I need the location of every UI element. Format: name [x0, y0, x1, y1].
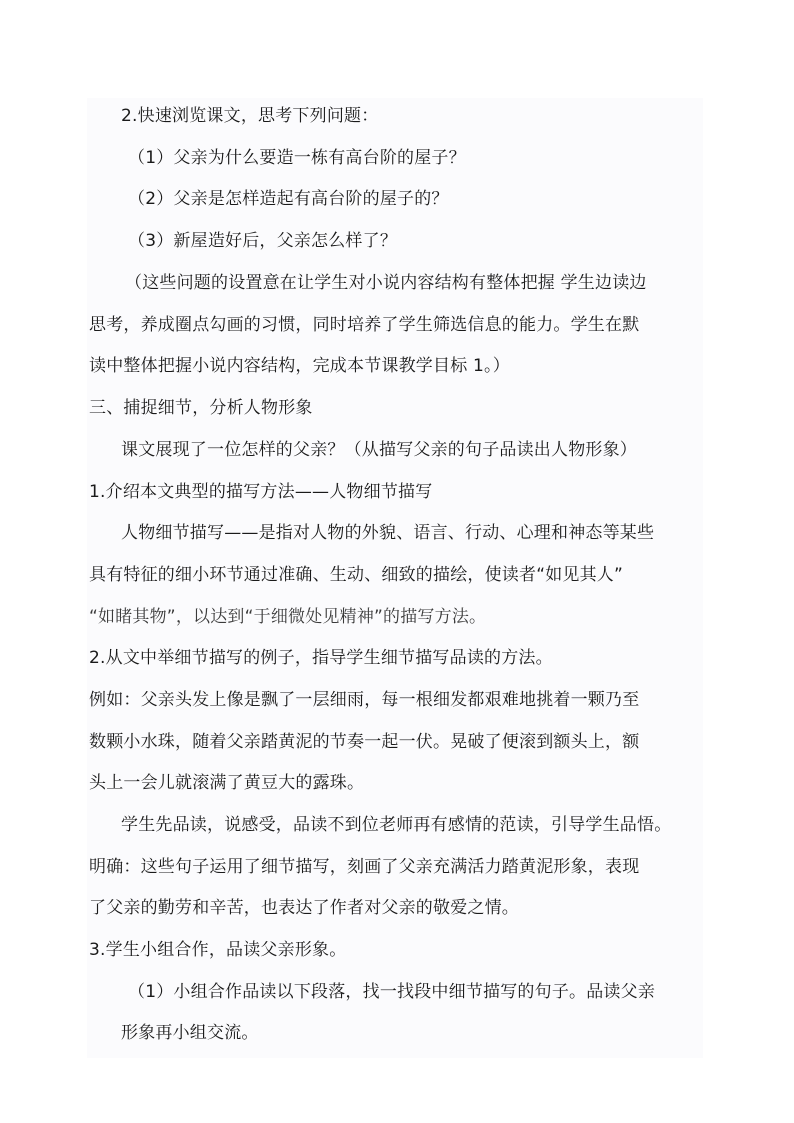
example-intro-line: 2.从文中举细节描写的例子，指导学生细节描写品读的方法。: [89, 648, 553, 668]
group-work-line-2: 形象再小组交流。: [121, 1023, 259, 1043]
clarification-line-1: 明确：这些句子运用了细节描写，刻画了父亲充满活力踏黄泥形象，表现: [89, 857, 640, 877]
definition-line-3: “如睹其物”，以达到“于细微处见精神”的描写方法。: [89, 607, 487, 627]
example-line-2: 数颗小水珠，随着父亲踏黄泥的节奏一起一伏。晃破了便滚到额头上，额: [89, 732, 640, 752]
example-line-1: 例如：父亲头发上像是飘了一层细雨，每一根细发都艰难地挑着一颗乃至: [89, 690, 640, 710]
section-three-question: 课文展现了一位怎样的父亲？（从描写父亲的句子品读出人物形象）: [121, 440, 637, 460]
definition-line-2: 具有特征的细小环节通过准确、生动、细致的描绘，使读者“如见其人”: [89, 565, 624, 585]
design-note-line-3: 读中整体把握小说内容结构，完成本节课教学目标 1。）: [89, 356, 510, 376]
definition-line-1: 人物细节描写——是指对人物的外貌、语言、行动、心理和神态等某些: [121, 523, 655, 543]
group-work-heading: 3.学生小组合作，品读父亲形象。: [89, 940, 347, 960]
method-intro-line: 1.介绍本文典型的描写方法——人物细节描写: [89, 482, 433, 502]
question-intro-line: 2.快速浏览课文，思考下列问题：: [121, 106, 379, 126]
clarification-line-2: 了父亲的勤劳和辛苦，也表达了作者对父亲的敬爱之情。: [89, 898, 519, 918]
design-note-line-2: 思考，养成圈点勾画的习惯，同时培养了学生筛选信息的能力。学生在默: [89, 315, 640, 335]
design-note-line-1: （这些问题的设置意在让学生对小说内容结构有整体把握 学生边读边: [125, 273, 647, 293]
example-line-3: 头上一会儿就滚满了黄豆大的露珠。: [89, 773, 365, 793]
question-3-line: （3）新屋造好后，父亲怎么样了？: [128, 231, 398, 251]
group-work-line-1: （1）小组合作品读以下段落，找一找段中细节描写的句子。品读父亲: [128, 982, 656, 1002]
section-three-heading: 三、捕捉细节，分析人物形象: [89, 398, 313, 418]
question-2-line: （2）父亲是怎样造起有高台阶的屋子的？: [128, 189, 449, 209]
question-1-line: （1）父亲为什么要造一栋有高台阶的屋子？: [128, 148, 466, 168]
reading-guidance-line: 学生先品读，说感受，品读不到位老师再有感情的范读，引导学生品悟。: [121, 815, 672, 835]
